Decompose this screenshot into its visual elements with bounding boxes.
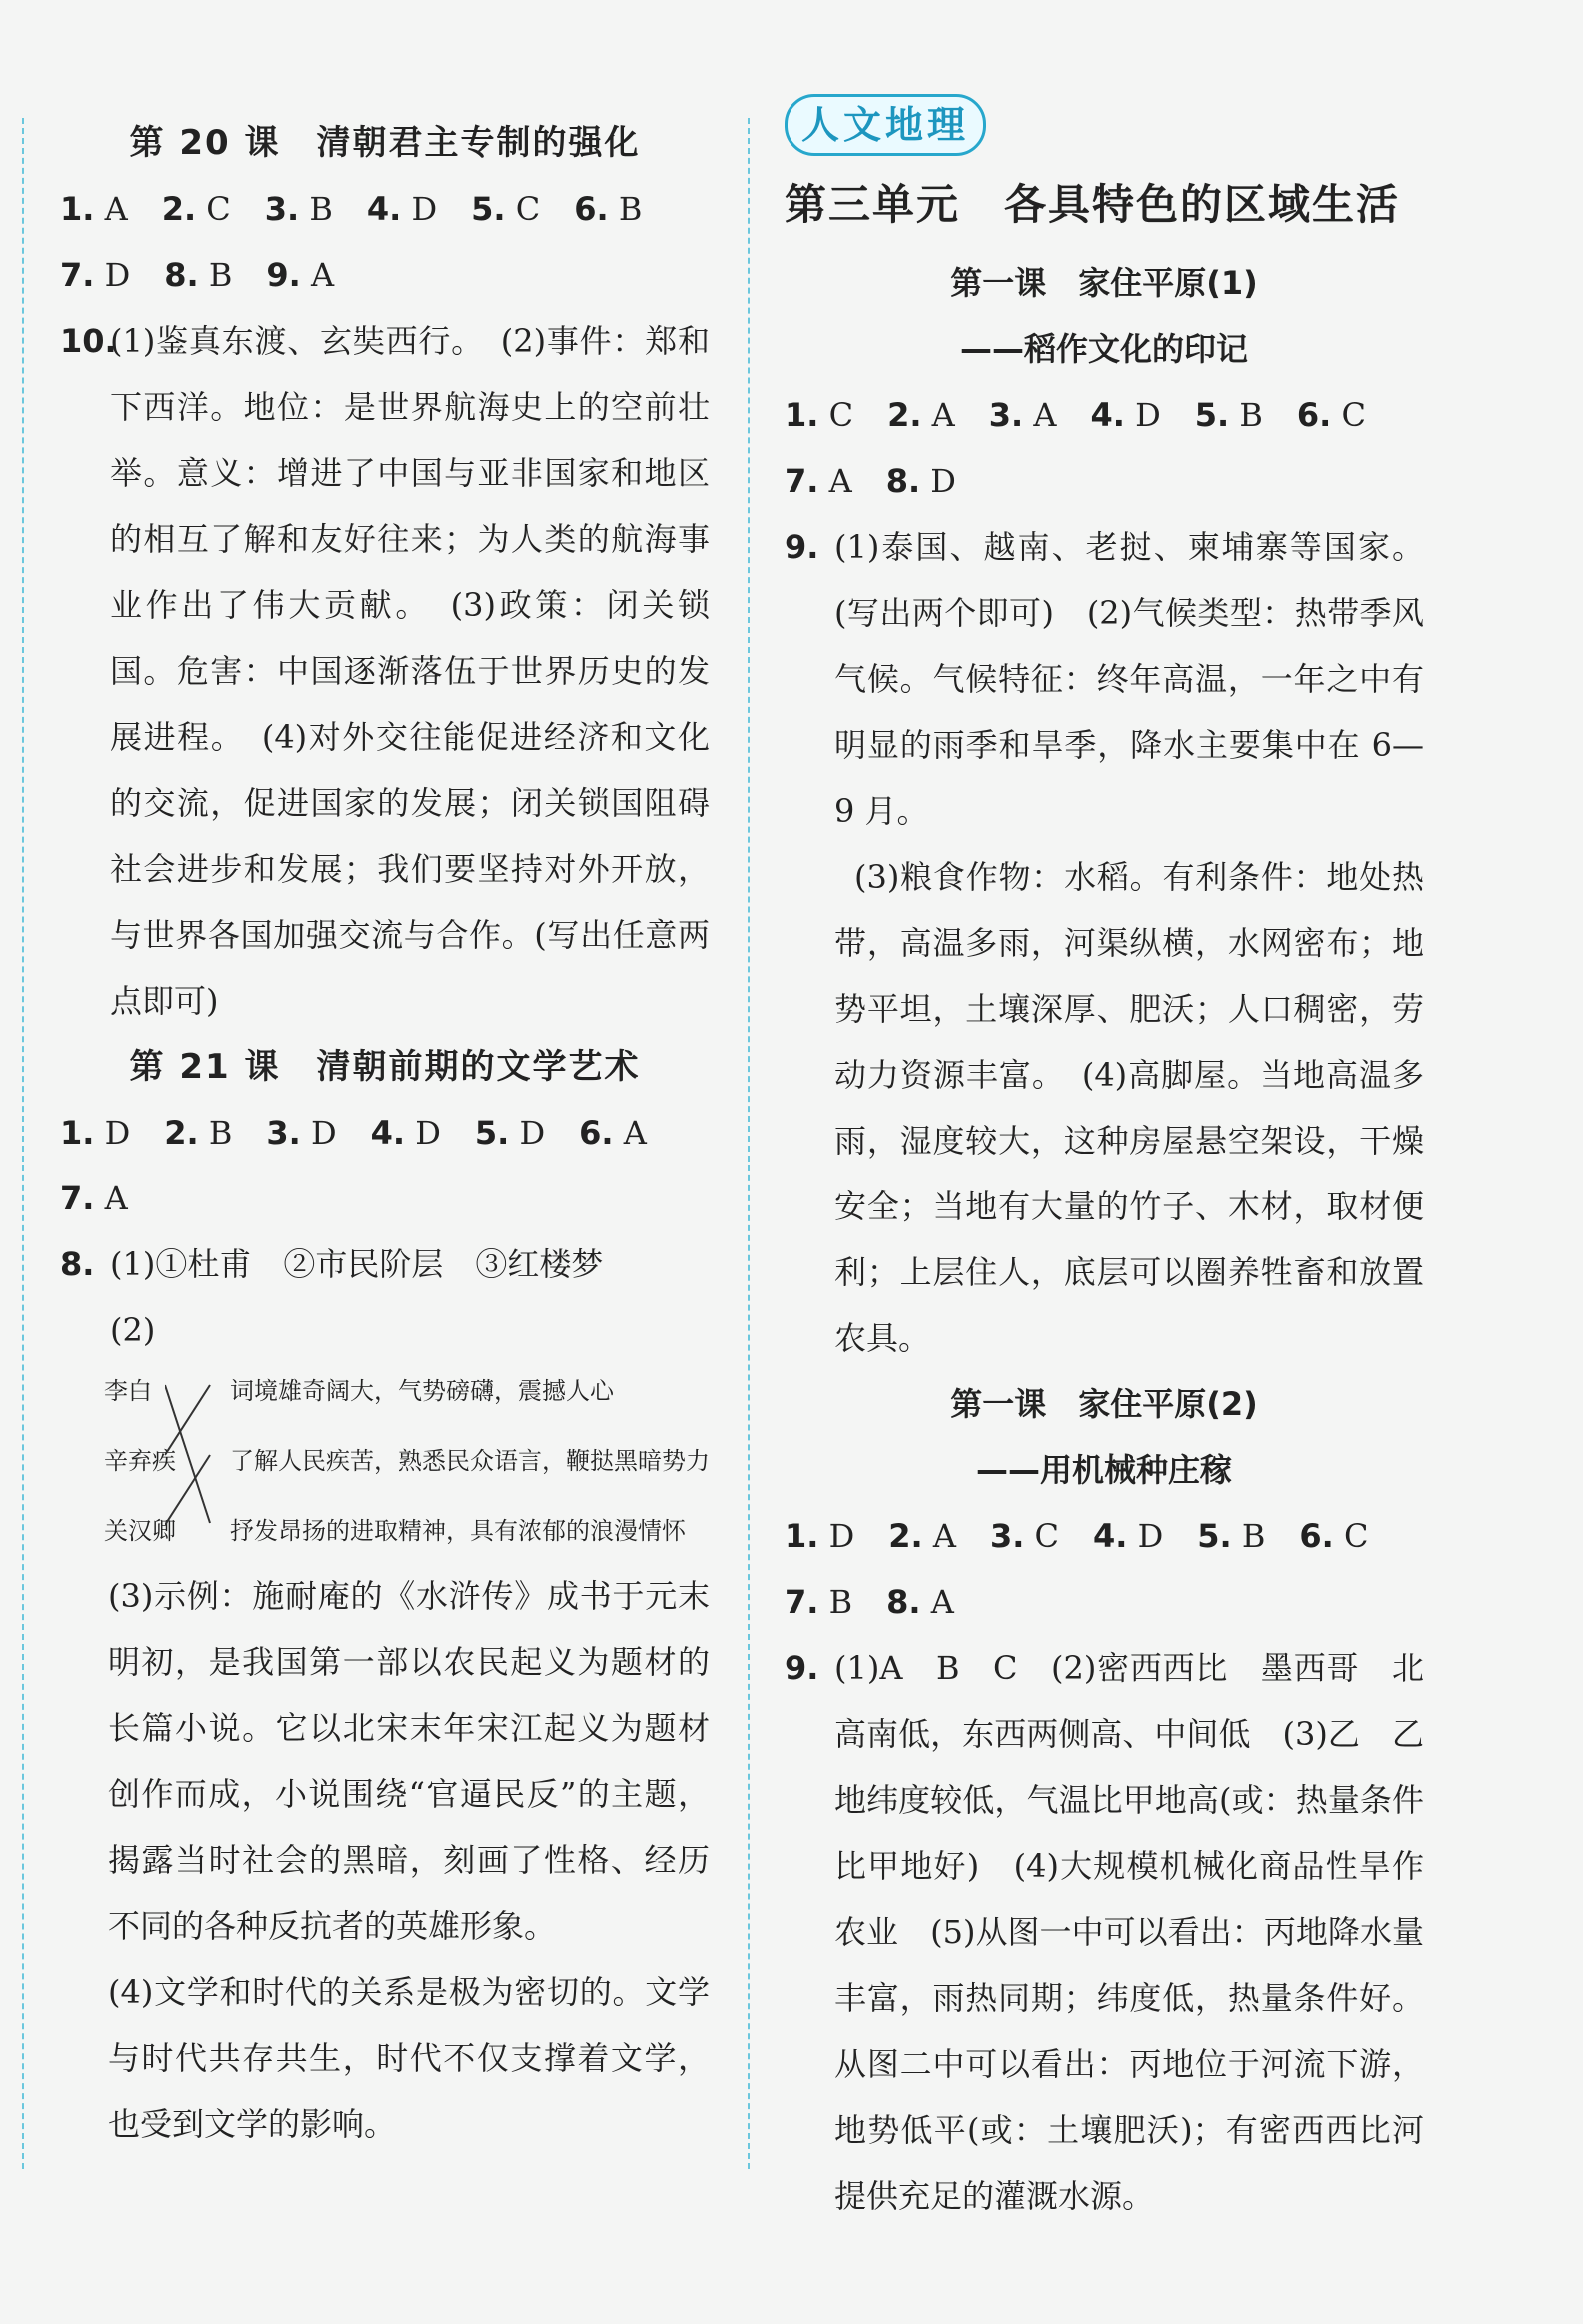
lesson-subtitle: ——稻作文化的印记 [959, 330, 1248, 368]
answer-choice: B [818, 1583, 853, 1621]
left-margin-divider [22, 118, 24, 2169]
answer-number: 1. [785, 1517, 819, 1555]
answer-item [888, 1517, 956, 1555]
answer-choice: A [94, 1179, 128, 1217]
answer-item [1299, 1517, 1368, 1555]
answer-item [60, 1114, 130, 1152]
answer-row [60, 1100, 710, 1165]
answer-number: 5. [1197, 1517, 1232, 1555]
answer-choice: C [818, 396, 854, 434]
answer-number: 8. [885, 462, 921, 500]
lesson-21-title: 第 21 课 清朝前期的文学艺术 [129, 1047, 641, 1087]
answer-number: 2. [887, 396, 922, 434]
answer-item [785, 1583, 852, 1621]
badge-row [785, 94, 1424, 160]
poet-li-bai: 李白 [104, 1377, 152, 1405]
work-description-1: 词境雄奇阔大，气势磅礴，震撼人心 [230, 1377, 614, 1405]
column-divider [748, 118, 750, 2169]
answer-choice: B [1231, 1517, 1266, 1555]
question-number: 10. [60, 322, 117, 360]
answer-item [367, 190, 437, 228]
answer-item [60, 1179, 128, 1217]
answer-choice: D [1124, 396, 1161, 434]
answer-choice: C [1331, 396, 1366, 434]
answer-choice: D [94, 1114, 131, 1152]
answer-number: 4. [1093, 1517, 1128, 1555]
answer-number: 3. [264, 190, 300, 228]
answer-number: 7. [785, 1583, 819, 1621]
answer-row [785, 448, 1424, 514]
answer-item [886, 462, 956, 500]
answer-number: 9. [266, 256, 301, 294]
answer-item [574, 190, 642, 228]
answer-row [785, 1569, 1424, 1635]
answer-item [989, 396, 1057, 434]
answer-item [1197, 1517, 1265, 1555]
answer-choice: A [300, 256, 335, 294]
answer-number: 7. [785, 462, 819, 500]
answer-item [162, 190, 231, 228]
answer-item [887, 396, 955, 434]
answer-item [1090, 396, 1160, 434]
answer-choice: B [1229, 396, 1263, 434]
answer-choice: D [509, 1114, 546, 1152]
answer-number: 2. [888, 1517, 923, 1555]
matching-lines [165, 1363, 235, 1563]
answer-number: 4. [370, 1114, 406, 1152]
answer-item [990, 1517, 1059, 1555]
answer-number: 4. [366, 190, 402, 228]
answer-choice: B [198, 256, 233, 294]
answer-item [164, 256, 232, 294]
answer-choice: C [505, 190, 541, 228]
answer-row [60, 1165, 710, 1231]
answer-number: 6. [1299, 1517, 1334, 1555]
answer-row [60, 242, 710, 308]
answer-number: 3. [989, 1517, 1025, 1555]
answer-number: 6. [1296, 396, 1332, 434]
answer-number: 2. [164, 1114, 199, 1152]
answer-choice: B [299, 190, 333, 228]
answer-number: 3. [266, 1114, 301, 1152]
answer-choice: C [1333, 1517, 1369, 1555]
question-answer [834, 514, 1424, 1371]
answer-choice: C [1024, 1517, 1060, 1555]
answer-choice: A [613, 1114, 647, 1152]
answer-choice: B [608, 190, 643, 228]
question-10 [60, 308, 710, 1034]
lesson-20-title: 第 20 课 清朝君主专制的强化 [129, 123, 641, 163]
answer-choice: A [921, 396, 955, 434]
question-number: 8. [60, 1245, 95, 1283]
answer-item [785, 462, 852, 500]
question-answer-part1: (1)①杜甫 ②市民阶层 ③红楼梦 [110, 1245, 604, 1283]
work-description-2: 了解人民疾苦，熟悉民众语言，鞭挞黑暗势力 [230, 1447, 710, 1475]
answer-number: 3. [988, 396, 1024, 434]
answer-row [60, 176, 710, 242]
answer-item [471, 190, 540, 228]
question-number: 9. [785, 528, 819, 566]
answer-choice: B [198, 1114, 233, 1152]
answer-number: 8. [886, 1583, 921, 1621]
section-badge: 人文地理 [785, 94, 986, 156]
question-answer: (1)鉴真东渡、玄奘西行。 (2)事件：郑和下西洋。地位：是世界航海史上的空前壮举。意义：增进了中国与亚非国家和地区的相互了解和友好往来；为人类的航海事业作出了伟大贡献。 (3)政策：闭关锁国。危害：中国逐渐落伍于世界历史的发展进程。 (4)对外交往能促进经济和文化的交流，促进国家的发展；闭关锁国阻碍社会进步和发展；我们要坚持对外开放，与世界各国加强交流与合作。(写出任意两点即可) [110, 322, 710, 1020]
answer-item [60, 190, 128, 228]
question-answer-part4: (4)文学和时代的关系是极为密切的。文学与时代共存共生，时代不仅支撑着文学，也受到文学的影响。 [108, 1973, 710, 2143]
answer-number: 7. [60, 256, 95, 294]
matching-diagram [60, 1363, 710, 1563]
answer-item [60, 256, 130, 294]
unit-title: 第三单元 各具特色的区域生活 [785, 180, 1401, 229]
right-column [785, 103, 1424, 2229]
answer-item [265, 190, 333, 228]
answer-item [579, 1114, 647, 1152]
question-answer-part2: (3)粮食作物：水稻。有利条件：地处热带，高温多雨，河渠纵横，水网密布；地势平坦，土壤深厚、肥沃；人口稠密，劳动力资源丰富。 (4)高脚屋。当地高温多雨，湿度较大，这种房屋悬空架设，干燥安全；当地有大量的竹子、木材，取材便利；上层住人，底层可以圈养牲畜和放置农具。 [834, 858, 1424, 1357]
poet-xin-qiji: 辛弃疾 [104, 1447, 176, 1475]
answer-choice: A [94, 190, 128, 228]
question-9 [785, 514, 1424, 1371]
answer-choice: D [920, 462, 956, 500]
lesson-title: 第一课 家住平原(1) [950, 264, 1258, 302]
answer-choice: D [94, 256, 131, 294]
question-8 [60, 1231, 710, 1297]
lesson-subtitle: ——用机械种庄稼 [975, 1451, 1232, 1489]
answer-number: 7. [60, 1179, 95, 1217]
answer-choice: A [818, 462, 852, 500]
answer-item [266, 256, 334, 294]
lesson-title: 第一课 家住平原(2) [950, 1385, 1258, 1423]
answer-item [1195, 396, 1263, 434]
answer-number: 4. [1090, 396, 1125, 434]
answer-number: 8. [164, 256, 199, 294]
left-column [60, 110, 710, 2157]
answer-item [266, 1114, 336, 1152]
answer-choice: D [401, 190, 438, 228]
question-answer-part3: (3)示例：施耐庵的《水浒传》成书于元末明初，是我国第一部以农民起义为题材的长篇小说。它以北宋末年宋江起义为题材创作而成，小说围绕“官逼民反”的主题，揭露当时社会的黑暗，刻画了性格、经历不同的各种反抗者的英雄形象。 [108, 1577, 710, 1945]
answer-item [1093, 1517, 1163, 1555]
answer-number: 1. [785, 396, 819, 434]
answer-number: 1. [60, 190, 95, 228]
answer-number: 5. [471, 190, 506, 228]
question-answer: (1)A B C (2)密西西比 墨西哥 北高南低，东西两侧高、中间低 (3)乙 乙地纬度较低，气温比甲地高(或：热量条件比甲地好) (4)大规模机械化商品性旱作农业 (5)从图一中可以看出：丙地降水量丰富，雨热同期；纬度低，热量条件好。从图二中可以看出：丙地位于河流下游，地势低平(或：土壤肥沃)；有密西西比河提供充足的灌溉水源。 [834, 1649, 1424, 2215]
question-9 [785, 1635, 1424, 2229]
question-answer-part2-label: (2) [110, 1311, 156, 1349]
answer-row [785, 1503, 1424, 1569]
poet-guan-hanqing: 关汉卿 [104, 1517, 176, 1545]
answer-choice: A [1023, 396, 1057, 434]
answer-choice: A [920, 1583, 954, 1621]
answer-choice: D [405, 1114, 441, 1152]
answer-item [785, 396, 853, 434]
answer-item [1297, 396, 1366, 434]
answer-number: 6. [574, 190, 609, 228]
answer-number: 5. [474, 1114, 510, 1152]
answer-row [785, 382, 1424, 448]
answer-number: 2. [161, 190, 197, 228]
work-description-3: 抒发昂扬的进取精神，具有浓郁的浪漫情怀 [230, 1517, 686, 1545]
answer-item [785, 1517, 854, 1555]
answer-choice: D [300, 1114, 337, 1152]
answer-item [886, 1583, 954, 1621]
answer-number: 6. [579, 1114, 614, 1152]
answer-item [164, 1114, 232, 1152]
answer-item [475, 1114, 545, 1152]
question-number: 9. [785, 1649, 819, 1687]
answer-choice: C [196, 190, 231, 228]
answer-number: 5. [1194, 396, 1230, 434]
question-answer-part1: (1)泰国、越南、老挝、柬埔寨等国家。(写出两个即可) (2)气候类型：热带季风气候。气候特征：终年高温，一年之中有明显的雨季和旱季，降水主要集中在 6—9 月。 [834, 528, 1424, 830]
answer-number: 1. [60, 1114, 95, 1152]
answer-choice: A [922, 1517, 956, 1555]
answer-item [371, 1114, 441, 1152]
answer-choice: D [818, 1517, 855, 1555]
answer-choice: D [1127, 1517, 1164, 1555]
